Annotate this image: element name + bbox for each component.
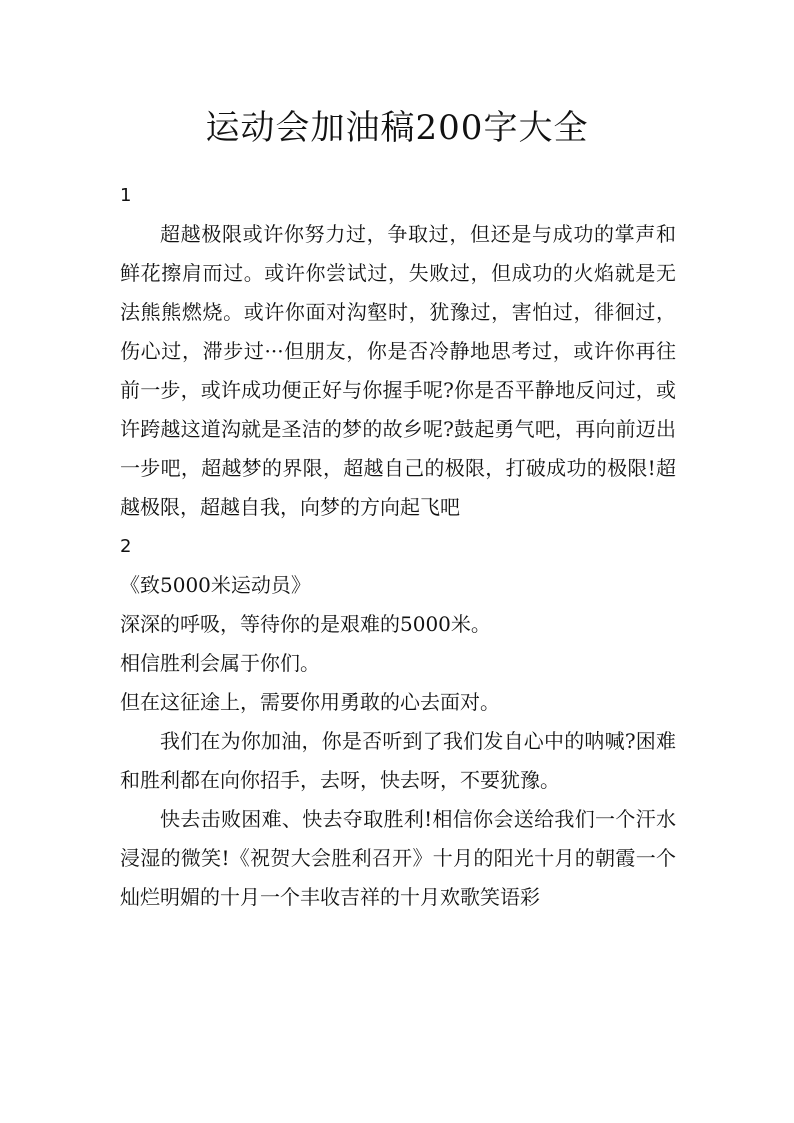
poem-title: 《致5000米运动员》 [120,573,311,597]
document-body [120,176,676,917]
section-number: 1 [120,185,132,206]
text-line: 相信胜利会属于你们。 [120,651,320,675]
text-line: 但在这征途上，需要你用勇敢的心去面对。 [120,690,500,714]
paragraph: 超越极限或许你努力过，争取过，但还是与成功的掌声和鲜花擦肩而过。或许你尝试过，失败过，但成功的火焰就是无法熊熊燃烧。或许你面对沟壑时，犹豫过，害怕过，徘徊过，伤心过，滞步过···但朋友，你是否冷静地思考过，或许你再往前一步，或许成功便正好与你握手呢?你是否平静地反问过，或许跨越这道沟就是圣洁的梦的故乡呢?鼓起勇气吧，再向前迈出一步吧，超越梦的界限，超越自己的极限，打破成功的极限!超越极限，超越自我，向梦的方向起飞吧 [120,222,676,519]
section-number: 2 [120,536,132,557]
paragraph: 快去击败困难、快去夺取胜利!相信你会送给我们一个汗水浸湿的微笑!《祝贺大会胜利召开》十月的阳光十月的朝霞一个灿烂明媚的十月一个丰收吉祥的十月欢歌笑语彩 [120,807,676,909]
paragraph: 我们在为你加油，你是否听到了我们发自心中的呐喊?困难和胜利都在向你招手，去呀，快去呀，不要犹豫。 [120,729,676,792]
text-line: 深深的呼吸，等待你的是艰难的5000米。 [120,612,491,636]
document-title: 运动会加油稿200字大全 [205,108,589,148]
